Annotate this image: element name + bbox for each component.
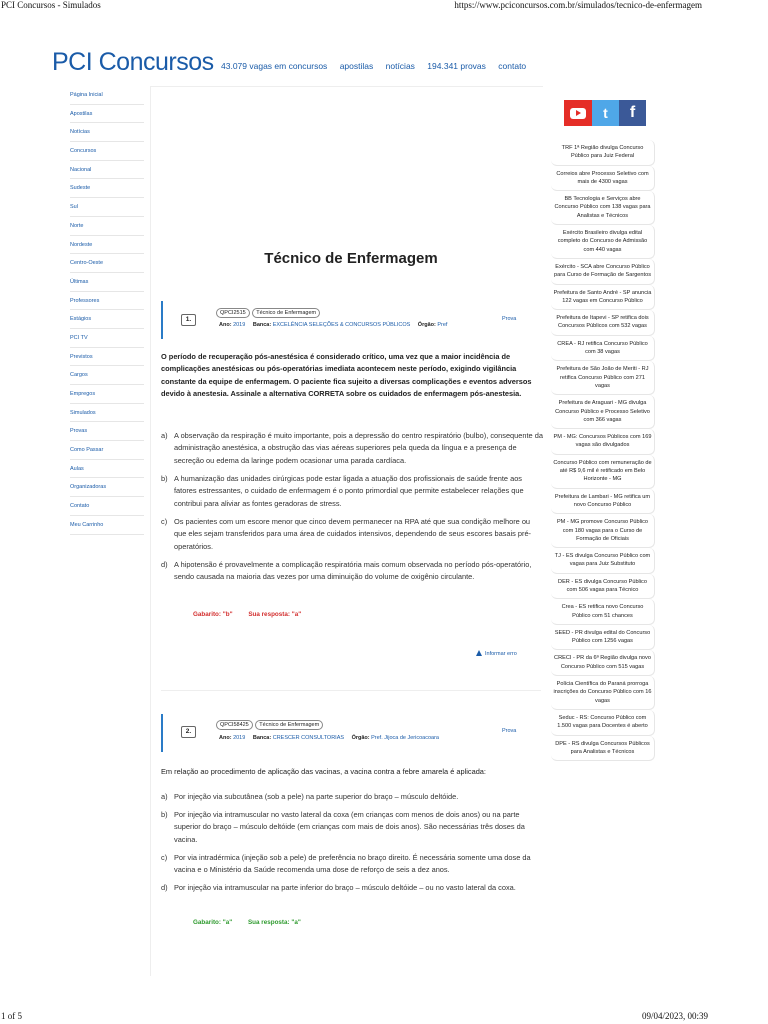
question-tags xyxy=(216,308,321,318)
alternative-c[interactable] xyxy=(161,516,543,553)
gabarito-text: Gabarito: "b" xyxy=(193,611,233,618)
sidebar-item-professores[interactable]: Professores xyxy=(70,292,144,311)
alternative-d[interactable] xyxy=(161,882,543,894)
news-item[interactable]: DPE - RS divulga Concursos Públicos para Analistas e Técnicos xyxy=(551,736,655,762)
sidebar-item-estagios[interactable]: Estágios xyxy=(70,310,144,329)
page-title: Técnico de Enfermagem xyxy=(264,250,438,267)
banca-value[interactable]: EXCELÊNCIA SELEÇÕES & CONCURSOS PÚBLICOS xyxy=(272,322,411,328)
user-answer-text: Sua resposta: "a" xyxy=(247,919,301,926)
ano-value[interactable]: 2019 xyxy=(233,735,246,741)
content-top-divider xyxy=(150,86,543,87)
news-item[interactable]: Prefeitura de Itapevi - SP retifica dois Concursos Públicos com 532 vagas xyxy=(551,310,655,336)
sidebar-item-sudeste[interactable]: Sudeste xyxy=(70,179,144,198)
ano-label: Ano: xyxy=(219,735,232,741)
news-item[interactable]: DER - ES divulga Concurso Público com 506 vagas para Técnico xyxy=(551,574,655,600)
news-item[interactable]: CRECI - PR da 6ª Região divulga novo Concurso Público com 515 vagas xyxy=(551,650,655,676)
question-subject-tag[interactable]: Técnico de Enfermagem xyxy=(255,720,323,730)
news-item[interactable]: Crea - ES retifica novo Concurso Público com 51 chances xyxy=(551,599,655,625)
alternative-text: A hipotensão é provavelmente a complicação respiratória mais comum observada no período pós-operatório, sendo causada na maioria das vezes por uma diminuição do volume de oxigênio circulante. xyxy=(174,560,532,582)
orgao-value[interactable]: Pref xyxy=(437,322,448,328)
site-logo[interactable]: PCI Concursos xyxy=(52,48,214,76)
question-number: 1. xyxy=(181,314,196,326)
answer-result xyxy=(193,919,315,926)
sidebar-item-nordeste[interactable]: Nordeste xyxy=(70,236,144,255)
alternative-a[interactable] xyxy=(161,791,543,803)
news-item[interactable]: Exército - SCA abre Concurso Público para Curso de Formação de Sargentos xyxy=(551,259,655,285)
orgao-value[interactable]: Pref. Jijoca de Jericoacoara xyxy=(371,735,439,741)
alternative-letter: c) xyxy=(161,517,168,526)
report-error-link[interactable] xyxy=(476,650,517,657)
sidebar-item-provas[interactable]: Provas xyxy=(70,422,144,441)
news-item[interactable]: PM - MG promove Concurso Público com 180 vagas para o Curso de Formação de Oficiais xyxy=(551,514,655,548)
news-item[interactable]: TJ - ES divulga Concurso Público com vagas para Juiz Substituto xyxy=(551,548,655,574)
print-header xyxy=(0,0,768,12)
print-page-url: https://www.pciconcursos.com.br/simulados/tecnico-de-enfermagem xyxy=(454,0,702,10)
content-divider xyxy=(150,86,151,976)
ano-value[interactable]: 2019 xyxy=(233,322,246,328)
sidebar-item-sul[interactable]: Sul xyxy=(70,198,144,217)
alternative-letter: a) xyxy=(161,792,168,801)
sidebar-item-previstos[interactable]: Previstos xyxy=(70,348,144,367)
news-item[interactable]: Seduc - RS: Concurso Público com 1.500 vagas para Docentes é aberto xyxy=(551,710,655,736)
alternative-text: Por injeção via subcutânea (sob a pele) na parte superior do braço – músculo deltóide. xyxy=(174,792,459,801)
news-item[interactable]: PM - MG: Concursos Públicos com 169 vagas são divulgados xyxy=(551,429,655,455)
alternative-text: A humanização das unidades cirúrgicas pode estar ligada a atuação dos profissionais de saúde frente aos fatores estressantes, o cuidado de enfermagem é o ponto primordial que permite estabelecer relações que contribui para aliviar as fontes geradoras de stress. xyxy=(174,474,524,508)
sidebar-menu xyxy=(70,86,144,535)
sidebar-item-contato[interactable]: Contato xyxy=(70,497,144,516)
alternative-letter: b) xyxy=(161,810,168,819)
news-item[interactable]: Prefeitura de Santo André - SP anuncia 122 vagas em Concurso Público xyxy=(551,285,655,311)
sidebar-item-simulados[interactable]: Simulados xyxy=(70,404,144,423)
alternative-d[interactable] xyxy=(161,559,543,584)
sidebar-item-centro-oeste[interactable]: Centro-Oeste xyxy=(70,254,144,273)
orgao-label: Órgão: xyxy=(417,322,436,328)
top-nav xyxy=(221,61,536,71)
alternative-letter: b) xyxy=(161,474,168,483)
print-datetime: 09/04/2023, 00:39 xyxy=(641,1011,708,1021)
news-item[interactable]: Prefeitura de Araguari - MG divulga Concurso Público e Processo Seletivo com 366 vagas xyxy=(551,395,655,429)
warning-icon xyxy=(476,650,482,656)
nav-apostilas[interactable]: apostilas xyxy=(339,61,374,71)
alternative-b[interactable] xyxy=(161,473,543,510)
alternative-letter: c) xyxy=(161,853,168,862)
alternative-letter: a) xyxy=(161,431,168,440)
question-separator xyxy=(161,690,541,691)
question-meta xyxy=(219,735,445,741)
question-number: 2. xyxy=(181,726,196,738)
nav-noticias[interactable]: notícias xyxy=(385,61,415,71)
question-statement: O período de recuperação pós-anestésica é considerado crítico, uma vez que a maior incidência de complicações anestésicas ou pós-operatórias imediata acontecem neste período, exigindo vigilância constante da equipe de enfermagem. O paciente fica sujeito a diversas complicações e eventos adversos devido à anestesia. Assinale a alternativa CORRETA sobre os cuidados de enfermagem pós-anestesia. xyxy=(161,352,532,398)
answer-result xyxy=(193,611,315,618)
news-item[interactable]: SEED - PR divulga edital do Concurso Público com 1256 vagas xyxy=(551,625,655,651)
facebook-icon[interactable]: f xyxy=(619,100,646,126)
question-subject-tag[interactable]: Técnico de Enfermagem xyxy=(252,308,320,318)
sidebar-item-nacional[interactable]: Nacional xyxy=(70,161,144,180)
question-accent-bar xyxy=(161,714,163,752)
sidebar-item-noticias[interactable]: Notícias xyxy=(70,123,144,142)
question-tags xyxy=(216,720,324,730)
question-code-tag[interactable]: QPCI2515 xyxy=(216,308,250,318)
alternative-text: A observação da respiração é muito importante, pois a depressão do centro respiratório (bulbo), consequente da administração anestésica, a obstrução das vias aéreas superiores pela queda da língua e a presença de secreção ou edema da laringe podem ocasionar uma parada cardíaca. xyxy=(174,431,543,465)
site-header xyxy=(52,48,652,84)
report-error-label: Informar erro xyxy=(485,651,517,657)
prova-link[interactable]: Prova xyxy=(502,728,517,734)
sidebar-item-como-passar[interactable]: Como Passar xyxy=(70,441,144,460)
banca-value[interactable]: CRESCER CONSULTORIAS xyxy=(272,735,345,741)
alternative-a[interactable] xyxy=(161,430,543,467)
alternative-b[interactable] xyxy=(161,809,543,846)
alternative-text: Por injeção via intramuscular na parte inferior do braço – músculo deltóide – ou no vasto lateral da coxa. xyxy=(174,883,516,892)
sidebar-item-norte[interactable]: Norte xyxy=(70,217,144,236)
ano-label: Ano: xyxy=(219,322,232,328)
banca-label: Banca: xyxy=(252,735,272,741)
gabarito-text: Gabarito: "a" xyxy=(193,919,233,926)
print-page-title: PCI Concursos - Simulados xyxy=(1,0,101,10)
orgao-label: Órgão: xyxy=(351,735,370,741)
news-item[interactable]: TRF 1ª Região divulga Concurso Público para Juiz Federal xyxy=(551,140,655,166)
sidebar-item-pci-tv[interactable]: PCI TV xyxy=(70,329,144,348)
news-item[interactable]: BB Tecnologia e Serviços abre Concurso Público com 138 vagas para Analistas e Técnicos xyxy=(551,191,655,225)
alternative-text: Por injeção via intramuscular no vasto lateral da coxa (em crianças com menos de dois anos) ou na parte superior do braço – músculo deltóide (em crianças com mais de dois anos). São necessárias três doses da vacina. xyxy=(174,810,525,844)
alternative-text: Por via intradérmica (injeção sob a pele) de preferência no braço direito. É necessária somente uma dose da vacina e o Ministério da Saúde recomenda uma dose de reforço de seis a dez anos. xyxy=(174,853,531,875)
alternative-text: Os pacientes com um escore menor que cinco devem permanecer na RPA até que sua condição melhore ou que eles sejam transferidos para uma área de cuidados intensivos, dependendo de seus escores basais pré-operatórios. xyxy=(174,517,532,551)
news-item[interactable]: Prefeitura de Lambari - MG retifica um novo Concurso Público xyxy=(551,489,655,515)
sidebar-item-meu-carrinho[interactable]: Meu Carrinho xyxy=(70,516,144,535)
alternative-letter: d) xyxy=(161,883,168,892)
alternative-letter: d) xyxy=(161,560,168,569)
news-item[interactable]: Prefeitura de São João de Meriti - RJ retifica Concurso Público com 271 vagas xyxy=(551,361,655,395)
news-list xyxy=(551,140,655,761)
sidebar-item-apostilas[interactable]: Apostilas xyxy=(70,105,144,124)
question-meta xyxy=(219,322,453,328)
nav-vagas[interactable]: 43.079 vagas em concursos xyxy=(221,61,328,71)
sidebar-item-aulas[interactable]: Aulas xyxy=(70,460,144,479)
news-item[interactable]: Exército Brasileiro divulga edital completo do Concurso de Admissão com 440 vagas xyxy=(551,225,655,259)
news-item[interactable]: CREA - RJ retifica Concurso Público com 38 vagas xyxy=(551,336,655,362)
news-item[interactable]: Concurso Público com remuneração de até R$ 9,6 mil é retificado em Belo Horizonte - MG xyxy=(551,455,655,489)
question-code-tag[interactable]: QPCI58425 xyxy=(216,720,253,730)
nav-provas[interactable]: 194.341 provas xyxy=(427,61,486,71)
sidebar-item-concursos[interactable]: Concursos xyxy=(70,142,144,161)
sidebar-item-cargos[interactable]: Cargos xyxy=(70,366,144,385)
print-footer xyxy=(0,1010,768,1024)
social-buttons xyxy=(564,100,646,126)
user-answer-text: Sua resposta: "a" xyxy=(248,611,302,618)
sidebar-item-ultimas[interactable]: Últimas xyxy=(70,273,144,292)
print-page-number: 1 of 5 xyxy=(1,1011,22,1021)
alternative-c[interactable] xyxy=(161,852,543,877)
sidebar-item-organizadoras[interactable]: Organizadoras xyxy=(70,478,144,497)
sidebar-item-pagina-inicial[interactable]: Página Inicial xyxy=(70,86,144,105)
question-accent-bar xyxy=(161,301,163,339)
question-statement: Em relação ao procedimento de aplicação das vacinas, a vacina contra a febre amarela é aplicada: xyxy=(161,767,486,776)
news-item[interactable]: Polícia Científica do Paraná prorroga inscrições do Concurso Público com 16 vagas xyxy=(551,676,655,710)
news-item[interactable]: Correios abre Processo Seletivo com mais de 4300 vagas xyxy=(551,166,655,192)
nav-contato[interactable]: contato xyxy=(498,61,527,71)
sidebar-item-empregos[interactable]: Empregos xyxy=(70,385,144,404)
twitter-icon[interactable]: t xyxy=(592,100,619,126)
prova-link[interactable]: Prova xyxy=(502,316,517,322)
banca-label: Banca: xyxy=(252,322,272,328)
youtube-icon[interactable] xyxy=(564,100,592,126)
